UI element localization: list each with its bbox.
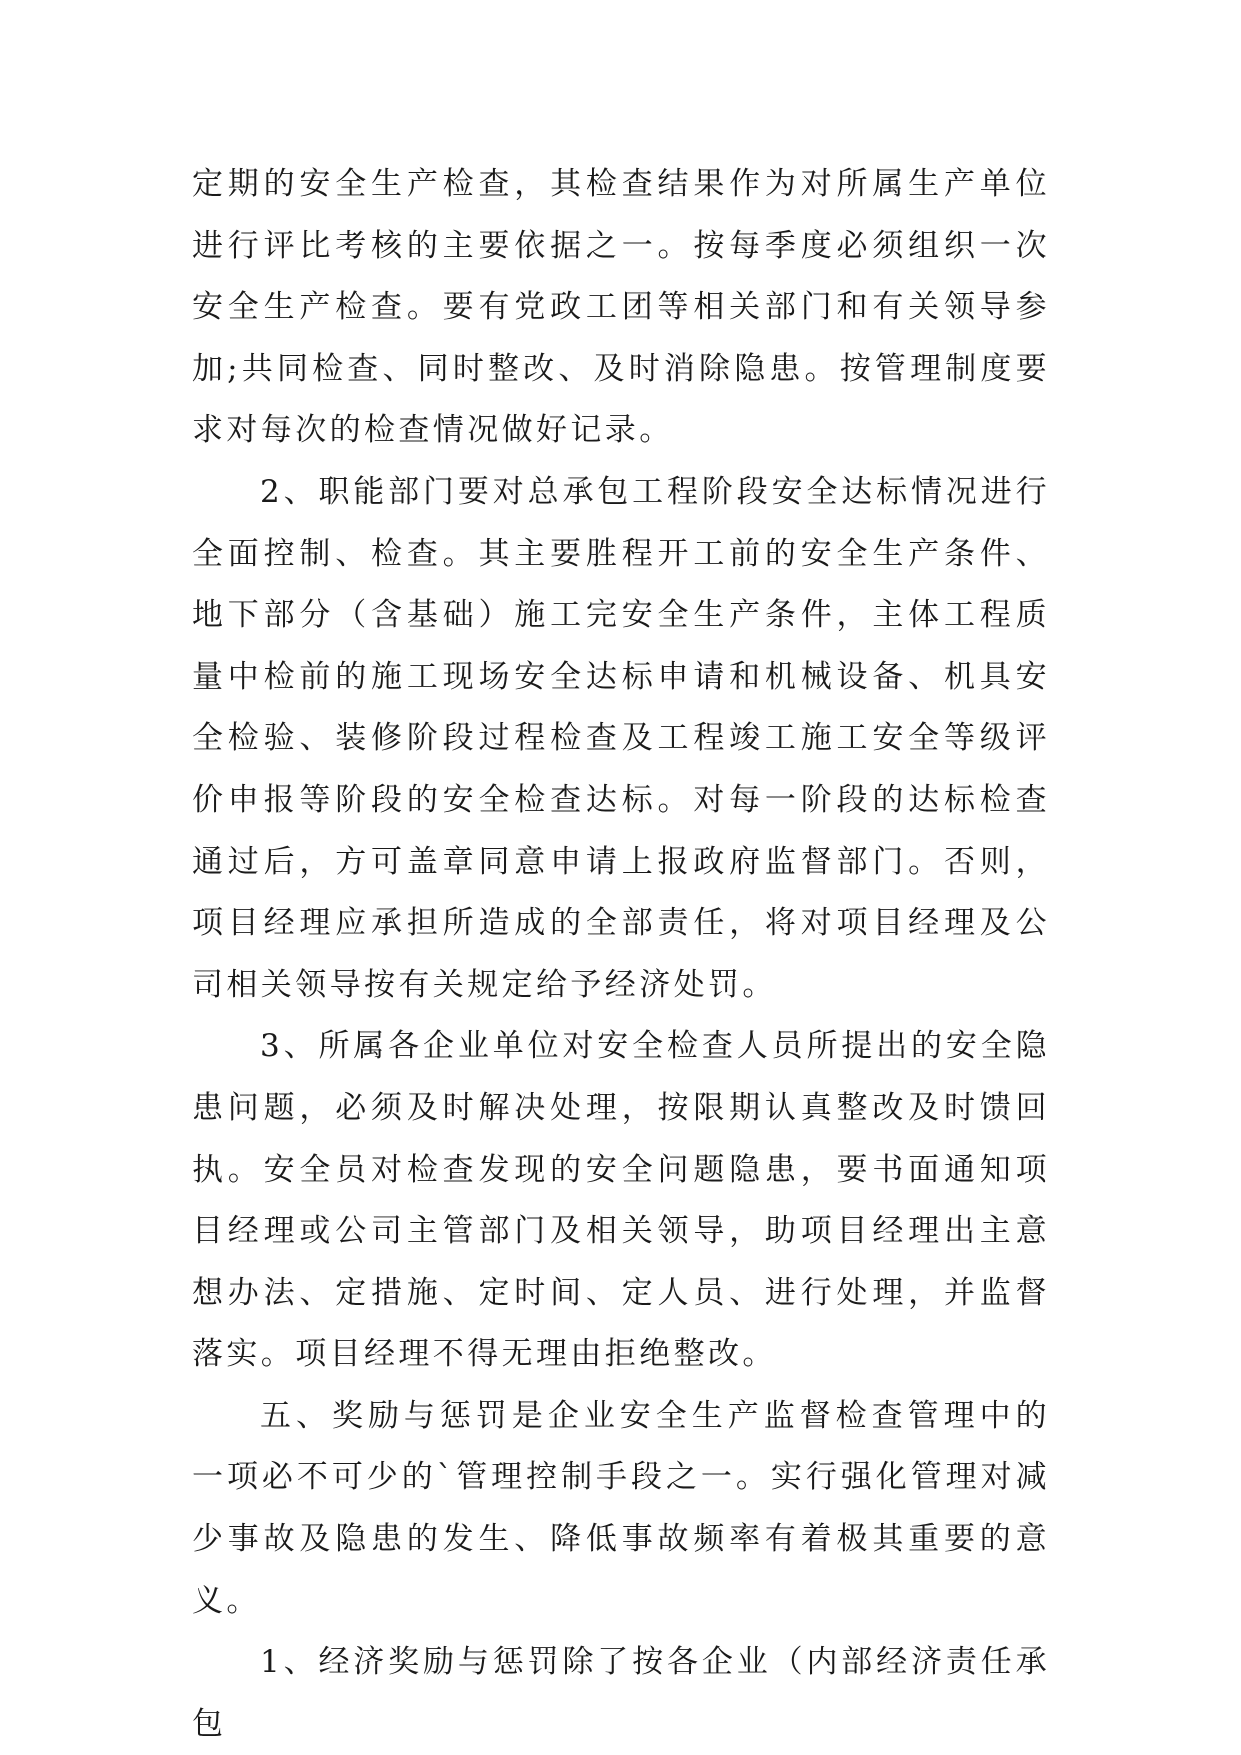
paragraph-section-5-rewards-penalties: 五、奖励与惩罚是企业安全生产监督检查管理中的一项必不可少的`管理控制手段之一。实行强化管理对减少事故及隐患的发生、降低事故频率有着极其重要的意义。 xyxy=(192,1397,1050,1619)
paragraph-item-1-economic-rewards: 1、经济奖励与惩罚除了按各企业（内部经济责任承包 xyxy=(192,1644,1050,1742)
document-body xyxy=(192,154,1050,1755)
paragraph-continued-inspection: 定期的安全生产检查，其检查结果作为对所属生产单位进行评比考核的主要依据之一。按每季度必须组织一次安全生产检查。要有党政工团等相关部门和有关领导参加;共同检查、同时整改、及时消除隐患。按管理制度要求对每次的检查情况做好记录。 xyxy=(192,166,1050,449)
paragraph-item-3-hazard-rectification: 3、所属各企业单位对安全检查人员所提出的安全隐患问题，必须及时解决处理，按限期认真整改及时馈回执。安全员对检查发现的安全问题隐患，要书面通知项目经理或公司主管部门及相关领导，助项目经理出主意想办法、定措施、定时间、定人员、进行处理，并监督落实。项目经理不得无理由拒绝整改。 xyxy=(192,1028,1050,1373)
paragraph-item-2-functional-departments: 2、职能部门要对总承包工程阶段安全达标情况进行全面控制、检查。其主要胜程开工前的安全生产条件、地下部分（含基础）施工完安全生产条件，主体工程质量中检前的施工现场安全达标申请和机械设备、机具安全检验、装修阶段过程检查及工程竣工施工安全等级评价申报等阶段的安全检查达标。对每一阶段的达标检查通过后，方可盖章同意申请上报政府监督部门。否则，项目经理应承担所造成的全部责任，将对项目经理及公司相关领导按有关规定给予经济处罚。 xyxy=(192,473,1050,1003)
